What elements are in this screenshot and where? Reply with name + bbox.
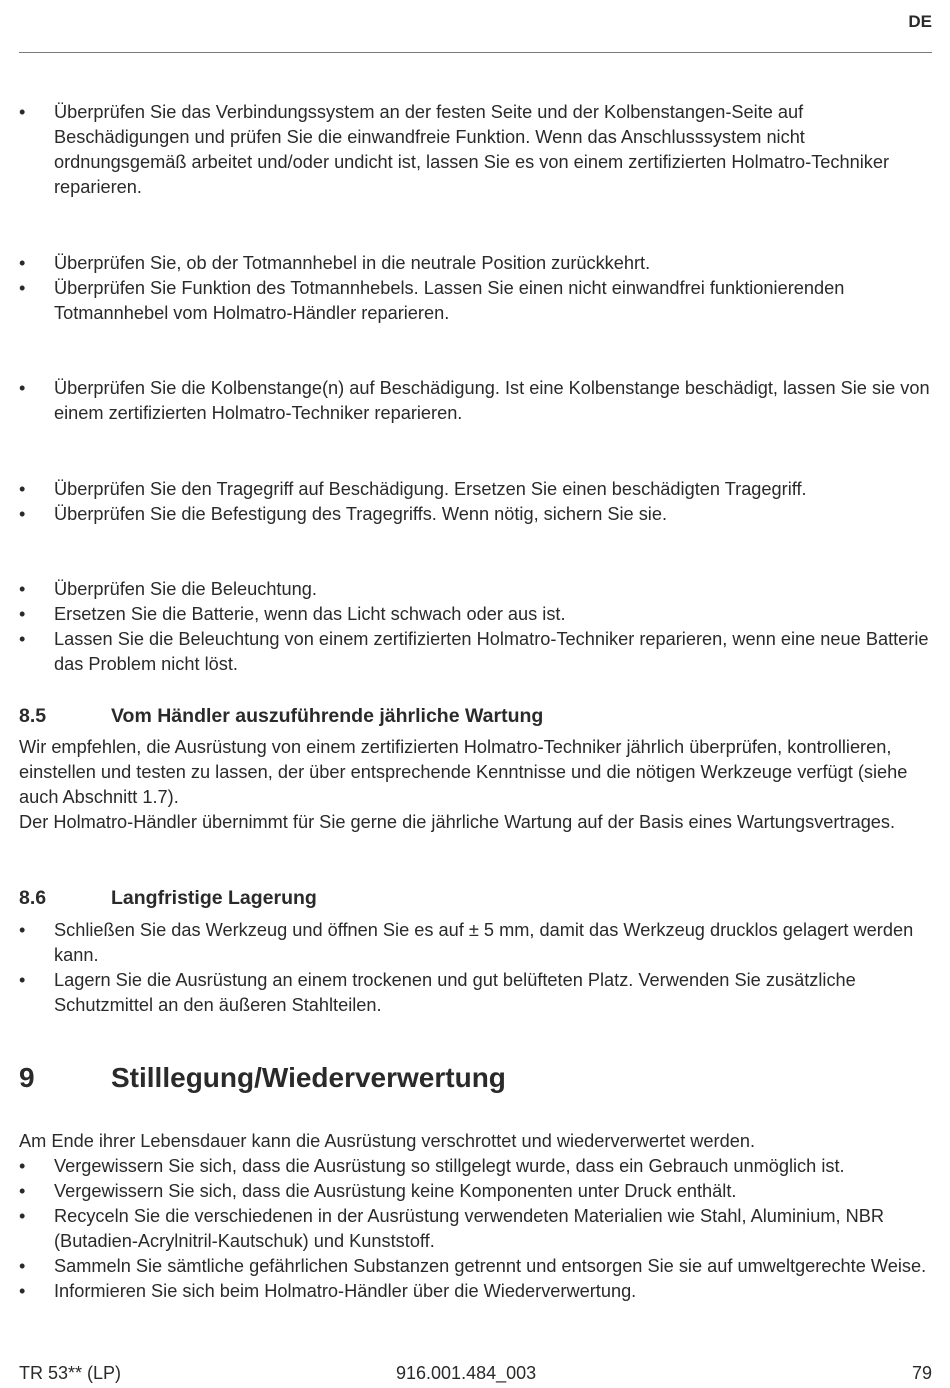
bullet: • (19, 604, 26, 624)
list-item-text: Überprüfen Sie Funktion des Totmannhebels. Lassen Sie einen nicht einwandfrei funktionierenden Totmannhebel vom Holmatro-Händler reparieren. (54, 278, 845, 323)
bullet: • (19, 253, 26, 273)
header-rule (19, 52, 932, 53)
list-item (19, 627, 932, 677)
list-item-text: Recyceln Sie die verschiedenen in der Ausrüstung verwendeten Materialien wie Stahl, Aluminium, NBR (Butadien-Acrylnitril-Kautschuk) und Kunststoff. (54, 1206, 884, 1251)
section-8-6-list (19, 918, 932, 1018)
list-item (19, 1204, 932, 1254)
bullet: • (19, 378, 26, 398)
language-label: DE (908, 12, 932, 31)
bullet: • (19, 1156, 26, 1176)
list-item (19, 502, 932, 527)
bullet: • (19, 1281, 26, 1301)
bullet: • (19, 920, 26, 940)
paragraph: Der Holmatro-Händler übernimmt für Sie gerne die jährliche Wartung auf der Basis eines Wartungsvertrages. (19, 812, 896, 832)
list-item (19, 1254, 932, 1279)
list-item (19, 376, 932, 426)
list-item-text: Schließen Sie das Werkzeug und öffnen Sie es auf ± 5 mm, damit das Werkzeug drucklos gelagert werden kann. (54, 920, 914, 965)
bullet: • (19, 1256, 26, 1276)
section-8-5-body (19, 735, 932, 835)
chapter-9-body (19, 1129, 932, 1304)
list-item (19, 276, 932, 326)
chapter-number: 9 (19, 1062, 35, 1093)
list-item-text: Überprüfen Sie das Verbindungssystem an der festen Seite und der Kolbenstangen-Seite auf Beschädigungen und prüfen Sie die einwandfreie Funktion. Wenn das Anschlusssystem nicht ordnungsgemäß arbeitet und/oder undicht ist, lassen Sie es von einem zertifizierten Holmatro-Techniker reparieren. (54, 102, 890, 197)
list-item-text: Lassen Sie die Beleuchtung von einem zertifizierten Holmatro-Techniker reparieren, wenn eine neue Batterie das Problem nicht löst. (54, 629, 929, 674)
bullet-group-deadman-lever (19, 251, 932, 326)
list-item (19, 968, 932, 1018)
list-item-text: Überprüfen Sie den Tragegriff auf Beschädigung. Ersetzen Sie einen beschädigten Tragegriff. (54, 479, 807, 499)
page-number: 79 (911, 1363, 932, 1383)
chapter-title: Stilllegung/Wiederverwertung (111, 1062, 506, 1093)
list-item-text: Informieren Sie sich beim Holmatro-Händler über die Wiederverwertung. (54, 1281, 637, 1301)
list-item-text: Vergewissern Sie sich, dass die Ausrüstung so stillgelegt wurde, dass ein Gebrauch unmöglich ist. (54, 1156, 845, 1176)
footer-document-number: 916.001.484_003 (396, 1363, 537, 1383)
bullet: • (19, 504, 26, 524)
bullet: • (19, 479, 26, 499)
bullet-group-piston-rod (19, 376, 932, 426)
list-item-text: Vergewissern Sie sich, dass die Ausrüstung keine Komponenten unter Druck enthält. (54, 1181, 737, 1201)
bullet: • (19, 629, 26, 649)
bullet-group-carrying-handle (19, 477, 932, 527)
paragraph: Wir empfehlen, die Ausrüstung von einem zertifizierten Holmatro-Techniker jährlich überprüfen, kontrollieren, einstellen und testen zu lassen, der über entsprechende Kenntnisse und die nötigen Werkzeuge verfügt (siehe auch Abschnitt 1.7). (19, 737, 908, 807)
list-item (19, 1279, 932, 1304)
footer-model: TR 53** (LP) (19, 1363, 122, 1383)
list-item-text: Überprüfen Sie, ob der Totmannhebel in die neutrale Position zurückkehrt. (54, 253, 651, 273)
list-item (19, 1179, 932, 1204)
list-item-text: Ersetzen Sie die Batterie, wenn das Licht schwach oder aus ist. (54, 604, 566, 624)
section-title: Langfristige Lagerung (111, 887, 317, 909)
bullet: • (19, 1181, 26, 1201)
list-item (19, 918, 932, 968)
list-item-text: Lagern Sie die Ausrüstung an einem trockenen und gut belüfteten Platz. Verwenden Sie zusätzliche Schutzmittel an den äußeren Stahlteilen. (54, 970, 856, 1015)
bullet: • (19, 278, 26, 298)
list-item-text: Überprüfen Sie die Beleuchtung. (54, 579, 317, 599)
list-item-text: Überprüfen Sie die Befestigung des Tragegriffs. Wenn nötig, sichern Sie sie. (54, 504, 668, 524)
list-item (19, 251, 932, 276)
paragraph: Am Ende ihrer Lebensdauer kann die Ausrüstung verschrottet und wiederverwertet werden. (19, 1131, 755, 1151)
bullet-group-lighting (19, 577, 932, 677)
section-title: Vom Händler auszuführende jährliche Wartung (111, 705, 544, 727)
bullet: • (19, 102, 26, 122)
bullet: • (19, 1206, 26, 1226)
bullet: • (19, 579, 26, 599)
section-number: 8.6 (19, 887, 47, 909)
bullet: • (19, 970, 26, 990)
list-item (19, 602, 932, 627)
bullet-group-connection (19, 100, 932, 200)
list-item (19, 100, 932, 200)
list-item (19, 1154, 932, 1179)
list-item (19, 577, 932, 602)
list-item-text: Überprüfen Sie die Kolbenstange(n) auf Beschädigung. Ist eine Kolbenstange beschädigt, lassen Sie sie von einem zertifizierten Holmatro-Techniker reparieren. (54, 378, 930, 423)
section-number: 8.5 (19, 705, 47, 727)
list-item (19, 477, 932, 502)
list-item-text: Sammeln Sie sämtliche gefährlichen Substanzen getrennt und entsorgen Sie sie auf umweltgerechte Weise. (54, 1256, 927, 1276)
